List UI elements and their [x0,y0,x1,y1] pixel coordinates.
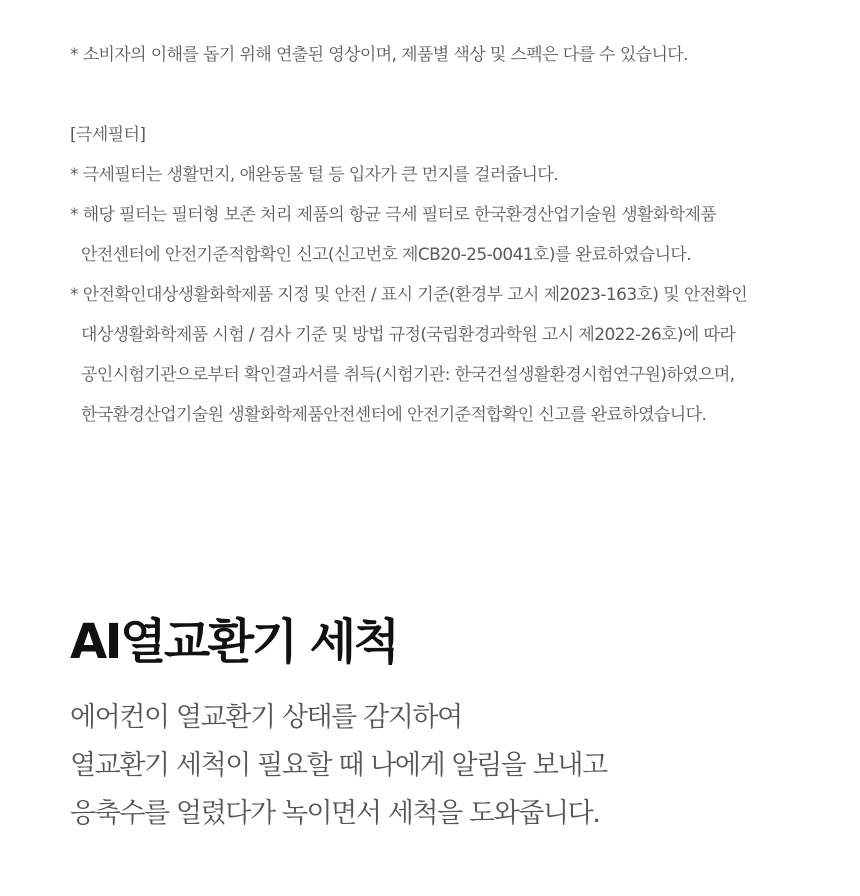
feature-description-line: 에어컨이 열교환기 상태를 감지하여 [70,702,462,733]
feature-description-line: 응축수를 얼렸다가 녹이면서 세척을 도와줍니다. [70,798,600,829]
filter-note-line: 대상생활화학제품 시험 / 검사 기준 및 방법 규정(국립환경과학원 고시 제2022-26호)에 따라 [81,325,736,345]
feature-title: AI열교환기 세척 [70,614,398,670]
filter-note-line: * 안전확인대상생활화학제품 지정 및 안전 / 표시 기준(환경부 고시 제2023-163호) 및 안전확인 [70,285,748,305]
product-notes [70,40,800,440]
feature-description-line: 열교환기 세척이 필요할 때 나에게 알림을 보내고 [70,750,607,781]
filter-note-line: * 해당 필터는 필터형 보존 처리 제품의 항균 극세 필터로 한국환경산업기술원 생활화학제품 [70,205,717,225]
disclaimer-note: * 소비자의 이해를 돕기 위해 연출된 영상이며, 제품별 색상 및 스펙은 다를 수 있습니다. [70,45,688,65]
feature-description [70,698,810,842]
note-spacer [70,80,800,120]
filter-note-line: * 극세필터는 생활먼지, 애완동물 털 등 입자가 큰 먼지를 걸러줍니다. [70,165,558,185]
filter-note-line: 한국환경산업기술원 생활화학제품안전센터에 안전기준적합확인 신고를 완료하였습니다. [81,405,707,425]
feature-section [70,608,810,842]
filter-heading: [극세필터] [70,125,146,145]
filter-note-line: 공인시험기관으로부터 확인결과서를 취득(시험기관: 한국건설생활환경시험연구원)하였으며, [81,365,735,385]
filter-note-line: 안전센터에 안전기준적합확인 신고(신고번호 제CB20-25-0041호)를 완료하였습니다. [81,245,692,265]
